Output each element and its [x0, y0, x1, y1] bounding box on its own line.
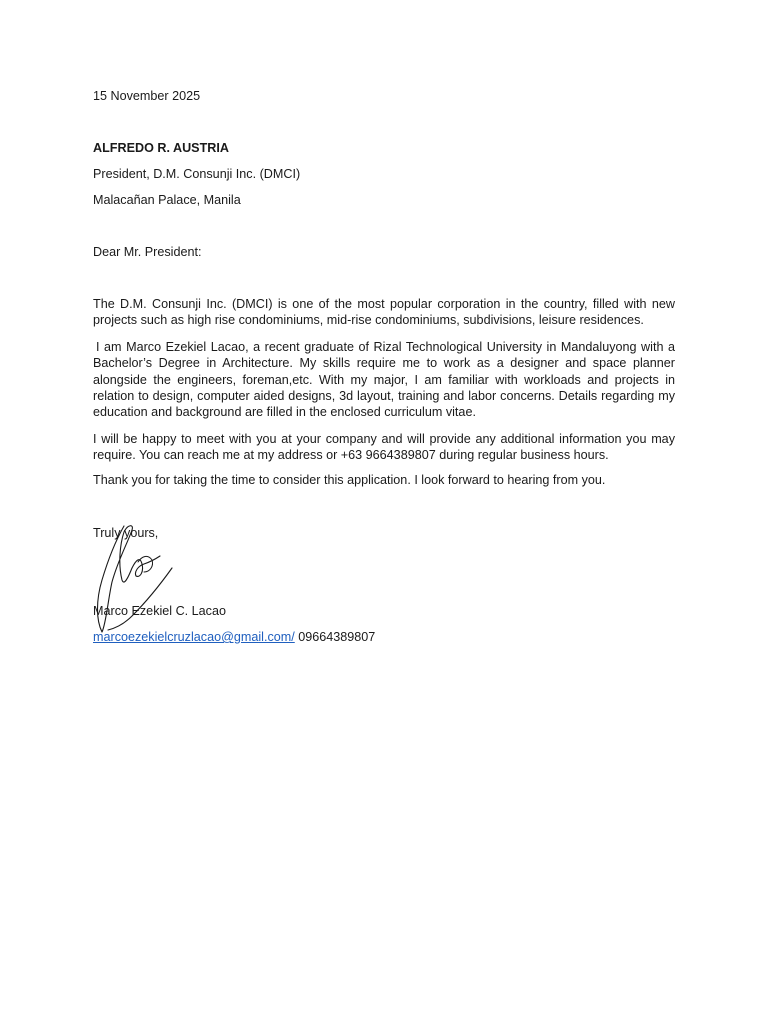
sender-contact-line: [93, 629, 375, 645]
recipient-title: President, D.M. Consunji Inc. (DMCI): [93, 167, 301, 181]
sender-phone: 09664389807: [298, 630, 376, 644]
sender-email-link[interactable]: marcoezekielcruzlacao@gmail.com/: [93, 630, 295, 644]
sender-name: Marco Ezekiel C. Lacao: [93, 604, 226, 618]
recipient-address: Malacañan Palace, Manila: [93, 193, 241, 207]
body-paragraph-1: The D.M. Consunji Inc. (DMCI) is one of the most popular corporation in the country, filled with new projects such as high rise condominiums, mid-rise condominiums, subdivisions, leisure residences.: [93, 297, 675, 328]
body-paragraph-3: I will be happy to meet with you at your company and will provide any additional information you may require. You can reach me at my address or +63 9664389807 during regular business hours.: [93, 432, 675, 463]
salutation: Dear Mr. President:: [93, 245, 202, 259]
letter-date: 15 November 2025: [93, 89, 201, 103]
recipient-name: ALFREDO R. AUSTRIA: [93, 141, 229, 155]
closing: Truly yours,: [93, 526, 159, 540]
body-paragraph-4: Thank you for taking the time to consider this application. I look forward to hearing from you.: [93, 473, 606, 487]
body-paragraph-2: I am Marco Ezekiel Lacao, a recent graduate of Rizal Technological University in Mandaluyong with a Bachelor’s Degree in Architecture. My skills require me to work as a designer and space planner alongside the engineers, foreman,etc. With my major, I am familiar with workloads and projects in relation to design, computer aided designs, 3d layout, training and labor concerns. Details regarding my education and background are filled in the enclosed curriculum vitae.: [93, 340, 675, 420]
